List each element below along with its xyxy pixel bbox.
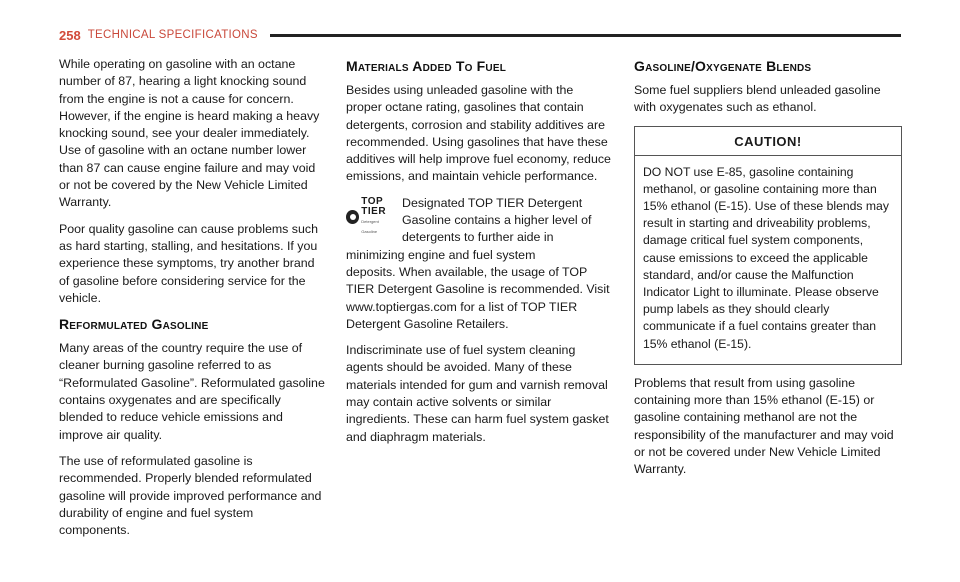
caution-title: CAUTION! bbox=[635, 127, 901, 156]
poor-quality-paragraph: Poor quality gasoline can cause problems such as hard starting, stalling, and hesitations. If you experience these symptoms, try another brand of gasoline before considering service for the vehicle. bbox=[59, 221, 318, 305]
logo-top-text: TOP bbox=[361, 195, 384, 207]
column-3 bbox=[634, 56, 902, 488]
problems-paragraph: Problems that result from using gasoline containing more than 15% ethanol (E-15) or gasoline containing methanol are not the responsibility of the manufacturer and may void or not be covered under New Vehicle Limited Warranty. bbox=[634, 375, 894, 477]
materials-paragraph: Besides using unleaded gasoline with the proper octane rating, gasolines that contain detergents, corrosion and stability additives are recommended. Using gasolines that have these additives will help improve fuel economy, reduce emissions, and maintain vehicle performance. bbox=[346, 83, 611, 184]
oxygenate-blends-heading: Gasoline/Oxygenate Blends bbox=[634, 58, 812, 74]
page-number: 258 bbox=[59, 27, 81, 43]
oxygenate-intro-paragraph: Some fuel suppliers blend unleaded gasoline with oxygenates such as ethanol. bbox=[634, 83, 881, 115]
top-tier-paragraph-a: Designated TOP TIER Detergent Gasoline contains a higher level of detergents to further aide in minimizing engine and fuel system bbox=[346, 195, 592, 262]
reformulated-intro-paragraph: Many areas of the country require the use of cleaner burning gasoline referred to as “Reformulated Gasoline”. Reformulated gasoline contains oxygenates and are specifically blended to reduce vehicle emissions and improve air quality. bbox=[59, 341, 325, 442]
caution-box bbox=[634, 126, 902, 365]
section-title: TECHNICAL SPECIFICATIONS bbox=[87, 29, 258, 41]
caution-text: DO NOT use E-85, gasoline containing methanol, or gasoline containing more than 15% ethanol (E-15). Use of these blends may result in starting and driveability problems, damage critical fuel system components, cause emissions to exceed the applicable standard, and/or cause the Malfunction Indicator Light to illuminate. Please observe pump labels as they should clearly communicate if a fuel contains greater than 15% ethanol (E-15). bbox=[643, 164, 889, 351]
column-2 bbox=[346, 56, 612, 455]
header-rule bbox=[270, 34, 901, 37]
materials-added-heading: Materials Added To Fuel bbox=[346, 58, 506, 74]
top-tier-block bbox=[346, 195, 612, 333]
logo-sub-text: Detergent Gasoline bbox=[361, 218, 379, 234]
page-header bbox=[59, 24, 901, 46]
octane-paragraph: While operating on gasoline with an octane number of 87, hearing a light knocking sound from the engine is not a cause for concern. However, if the engine is heard making a heavy knocking sound, see your dealer immediately. Use of gasoline with an octane number lower than 87 can cause engine failure and may void or not be covered by the New Vehicle Limited Warranty. bbox=[59, 57, 320, 210]
column-1 bbox=[59, 56, 325, 548]
logo-tier-text: TIER bbox=[361, 205, 387, 217]
reformulated-recommended-paragraph: The use of reformulated gasoline is recommended. Properly blended reformulated gasoline will provide improved performance and durability of engine and fuel system components. bbox=[59, 453, 322, 538]
top-tier-badge-icon bbox=[346, 210, 359, 224]
reformulated-gasoline-heading: Reformulated Gasoline bbox=[59, 316, 209, 333]
cleaning-agents-paragraph: Indiscriminate use of fuel system cleaning agents should be avoided. Many of these materials intended for gum and varnish removal may contain active solvents or similar ingredients. These can harm fuel system gasket and diaphragm materials. bbox=[346, 343, 609, 444]
top-tier-paragraph-b: deposits. When available, the usage of TOP TIER Detergent Gasoline is recommended. Visit www.toptiergas.com for a list of TOP TIER Detergent Gasoline Retailers. bbox=[346, 264, 610, 331]
top-tier-logo bbox=[346, 195, 394, 234]
